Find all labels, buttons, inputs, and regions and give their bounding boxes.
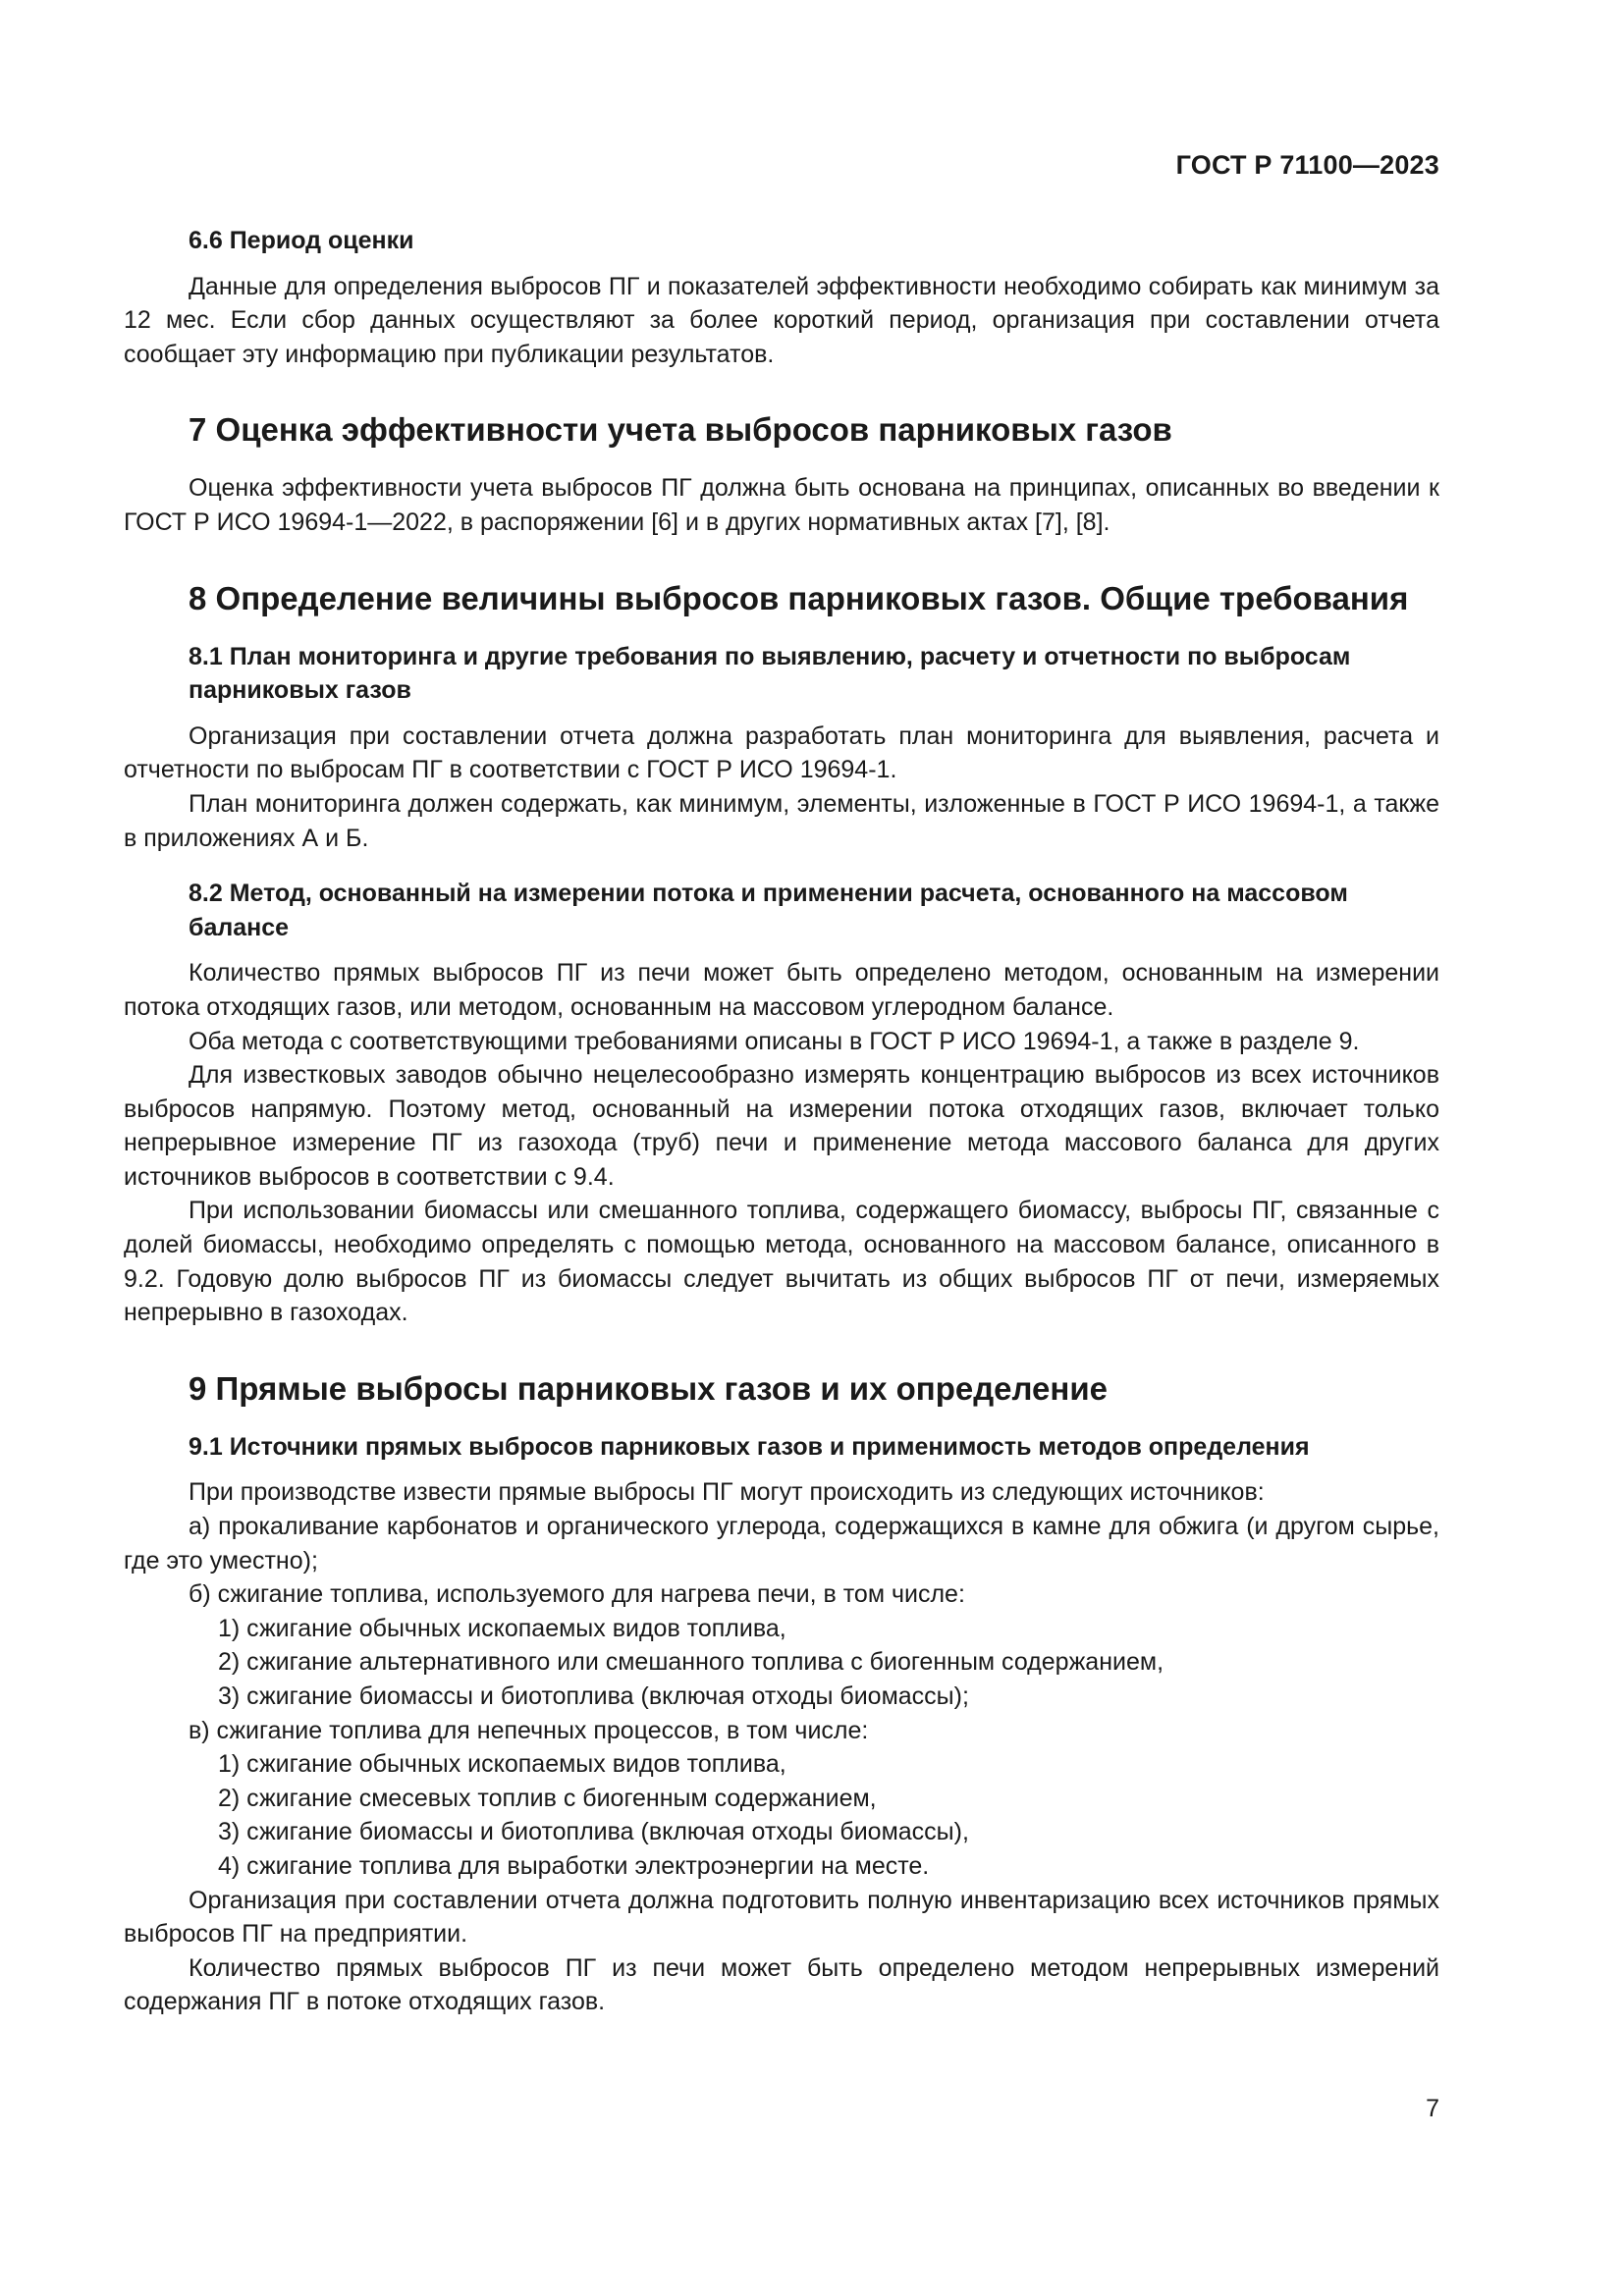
section-9-1-intro: При производстве извести прямые выбросы ПГ могут происходить из следующих источников: [189,1478,1265,1507]
section-8-2-paragraph-1: Количество прямых выбросов ПГ из печи может быть определено методом, основанным на измерении потока отходящих газов, или методом, основанным на массовом углеродном балансе. [124,959,1439,1021]
section-8-2-paragraph-3: Для известковых заводов обычно нецелесообразно измерять концентрацию выбросов из всех источников выбросов напрямую. Поэтому метод, основанный на измерении потока отходящих газов, включает только непрерывное измерение ПГ из газохода (труб) печи и применение метода массового баланса для других источников выбросов в соответствии с 9.4. [124,1061,1439,1191]
list-item-b2: 2) сжигание альтернативного или смешанного топлива с биогенным содержанием, [218,1648,1164,1677]
list-item-c4: 4) сжигание топлива для выработки электроэнергии на месте. [218,1851,930,1880]
section-9-1-inventory-paragraph: Организация при составлении отчета должна подготовить полную инвентаризацию всех источников прямых выбросов ПГ на предприятии. [124,1886,1439,1949]
document-id-header: ГОСТ Р 71100—2023 [1175,150,1439,180]
section-8-1-paragraph-1: Организация при составлении отчета должна разработать план мониторинга для выявления, расчета и отчетности по выбросам ПГ в соответствии с ГОСТ Р ИСО 19694-1. [124,721,1439,784]
list-item-a: а) прокаливание карбонатов и органического углерода, содержащихся в камне для обжига (и другом сырье, где это уместно); [124,1513,1439,1575]
section-7-paragraph: Оценка эффективности учета выбросов ПГ должна быть основана на принципах, описанных во введении к ГОСТ Р ИСО 19694-1—2022, в распоряжении [6] и в других нормативных актах [7], [8]. [124,474,1439,536]
page-content [124,224,1439,2019]
list-item-b1: 1) сжигание обычных ископаемых видов топлива, [218,1614,786,1642]
section-8-2-title: 8.2 Метод, основанный на измерении потока и применении расчета, основанного на массовом балансе [189,880,1348,941]
section-8-2-paragraph-4: При использовании биомассы или смешанного топлива, содержащего биомассу, выбросы ПГ, связанные с долей биомассы, необходимо определять с помощью метода, основанного на массовом балансе, описанного в 9.2. Годовую долю выбросов ПГ из биомассы следует вычитать из общих выбросов ПГ от печи, измеряемых непрерывно в газоходах. [124,1197,1439,1327]
list-item-b: б) сжигание топлива, используемого для нагрева печи, в том числе: [189,1580,965,1609]
page-number: 7 [1426,2095,1439,2122]
section-9-title: 9 Прямые выбросы парниковых газов и их определение [189,1369,1108,1407]
section-9-1-continuous-paragraph: Количество прямых выбросов ПГ из печи может быть определено методом непрерывных измерений содержания ПГ в потоке отходящих газов. [124,1953,1439,2016]
section-9-1-title: 9.1 Источники прямых выбросов парниковых газов и применимость методов определения [189,1432,1310,1461]
list-item-b3: 3) сжигание биомассы и биотоплива (включая отходы биомассы); [218,1682,969,1710]
section-8-1-paragraph-2: План мониторинга должен содержать, как минимум, элементы, изложенные в ГОСТ Р ИСО 19694-1, а также в приложениях А и Б. [124,789,1439,852]
section-6-6-title: 6.6 Период оценки [189,227,414,254]
list-item-c1: 1) сжигание обычных ископаемых видов топлива, [218,1750,786,1779]
section-6-6-paragraph: Данные для определения выбросов ПГ и показателей эффективности необходимо собирать как минимум за 12 мес. Если сбор данных осуществляют за более короткий период, организация при составлении отчета сообщает эту информацию при публикации результатов. [124,272,1439,368]
section-8-1-title: 8.1 План мониторинга и другие требования по выявлению, расчету и отчетности по выбросам парниковых газов [189,642,1351,705]
section-8-title: 8 Определение величины выбросов парниковых газов. Общие требования [189,579,1409,616]
list-item-c2: 2) сжигание смесевых топлив с биогенным содержанием, [218,1784,877,1812]
list-item-c: в) сжигание топлива для непечных процессов, в том числе: [189,1716,869,1744]
section-7-title: 7 Оценка эффективности учета выбросов парниковых газов [189,411,1172,449]
list-item-c3: 3) сжигание биомассы и биотоплива (включая отходы биомассы), [218,1818,969,1846]
section-8-2-paragraph-2: Оба метода с соответствующими требованиями описаны в ГОСТ Р ИСО 19694-1, а также в разделе 9. [189,1027,1360,1055]
